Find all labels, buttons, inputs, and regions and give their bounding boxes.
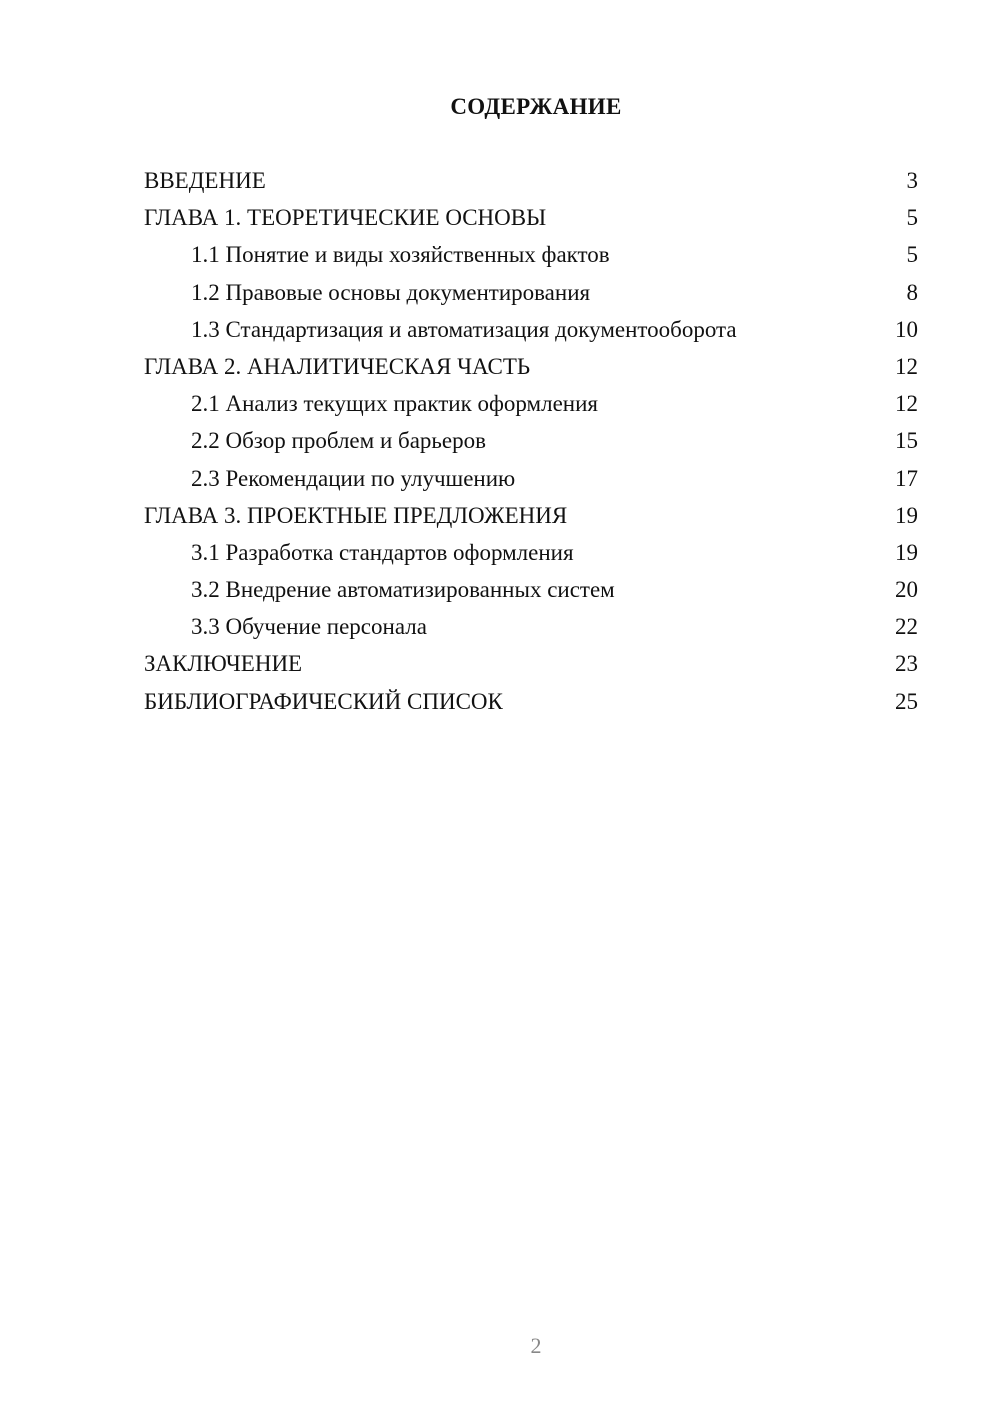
toc-entry-label: БИБЛИОГРАФИЧЕСКИЙ СПИСОК bbox=[144, 688, 503, 714]
toc-entry-page: 25 bbox=[895, 688, 918, 714]
toc-entry bbox=[144, 205, 918, 242]
toc-entry bbox=[144, 614, 918, 651]
toc-entry-page: 8 bbox=[906, 279, 918, 305]
toc-entry bbox=[144, 540, 918, 577]
toc-entry bbox=[144, 428, 918, 465]
toc-entry-page: 20 bbox=[895, 577, 918, 603]
toc-entry-page: 5 bbox=[906, 242, 918, 268]
toc-entry-label: 3.1 Разработка стандартов оформления bbox=[191, 539, 574, 565]
toc-entry-page: 3 bbox=[906, 168, 918, 193]
toc-entry-page: 12 bbox=[895, 391, 918, 417]
toc-entry bbox=[144, 651, 918, 688]
toc-title: СОДЕРЖАНИЕ bbox=[450, 94, 622, 119]
page-number: 2 bbox=[530, 1333, 542, 1358]
toc-entry-page: 23 bbox=[895, 651, 918, 677]
toc-entry bbox=[144, 354, 918, 391]
toc-entry-label: 1.1 Понятие и виды хозяйственных фактов bbox=[191, 242, 610, 268]
toc-list bbox=[144, 168, 918, 726]
toc-entry-label: ВВЕДЕНИЕ bbox=[144, 168, 266, 193]
toc-entry-label: ГЛАВА 3. ПРОЕКТНЫЕ ПРЕДЛОЖЕНИЯ bbox=[144, 502, 568, 528]
toc-entry bbox=[144, 242, 918, 279]
toc-entry-page: 15 bbox=[895, 428, 918, 454]
toc-entry bbox=[144, 503, 918, 540]
toc-entry-page: 22 bbox=[895, 614, 918, 640]
toc-entry bbox=[144, 391, 918, 428]
toc-entry bbox=[144, 577, 918, 614]
toc-entry bbox=[144, 280, 918, 317]
toc-entry-page: 17 bbox=[895, 465, 918, 491]
toc-entry-label: 2.2 Обзор проблем и барьеров bbox=[191, 428, 486, 454]
toc-entry bbox=[144, 168, 918, 205]
toc-entry-label: ГЛАВА 2. АНАЛИТИЧЕСКАЯ ЧАСТЬ bbox=[144, 353, 531, 379]
toc-entry-label: ЗАКЛЮЧЕНИЕ bbox=[144, 651, 303, 677]
toc-entry-label: 2.1 Анализ текущих практик оформления bbox=[191, 391, 598, 417]
toc-entry-page: 10 bbox=[895, 316, 918, 342]
toc-entry-page: 19 bbox=[895, 539, 918, 565]
toc-entry bbox=[144, 466, 918, 503]
toc-entry-label: 1.2 Правовые основы документирования bbox=[191, 279, 591, 305]
toc-entry-page: 5 bbox=[906, 205, 918, 231]
toc-entry-page: 19 bbox=[895, 502, 918, 528]
toc-entry-page: 12 bbox=[895, 353, 918, 379]
toc-entry-label: 2.3 Рекомендации по улучшению bbox=[191, 465, 516, 491]
toc-entry bbox=[144, 317, 918, 354]
toc-entry-label: 3.2 Внедрение автоматизированных систем bbox=[191, 577, 615, 603]
toc-entry-label: 1.3 Стандартизация и автоматизация документооборота bbox=[191, 316, 737, 342]
toc-entry-label: ГЛАВА 1. ТЕОРЕТИЧЕСКИЕ ОСНОВЫ bbox=[144, 205, 547, 231]
toc-entry-label: 3.3 Обучение персонала bbox=[191, 614, 427, 640]
toc-entry bbox=[144, 689, 918, 726]
